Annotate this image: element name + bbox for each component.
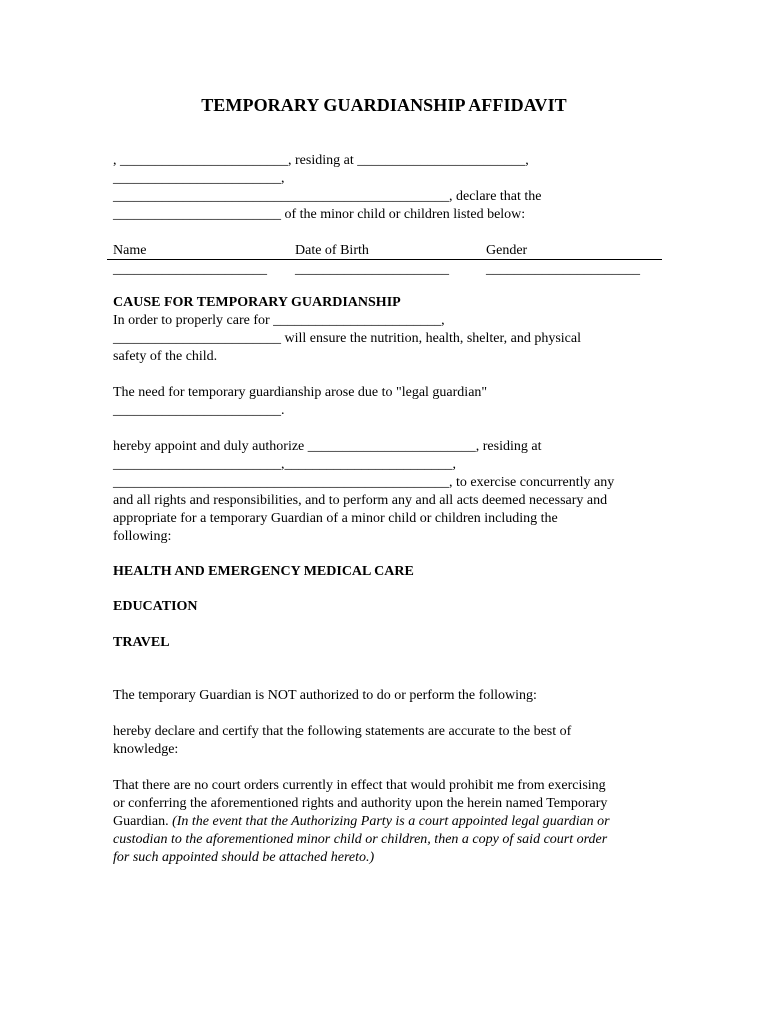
cause-section — [113, 294, 653, 366]
cause-line-2: ________________________ will ensure the nutrition, health, shelter, and physical — [113, 331, 581, 346]
intro-paragraph — [113, 152, 653, 224]
intro-line-3: ________________________________________________, declare that the — [113, 189, 542, 204]
section-health — [113, 563, 653, 581]
appoint-line-3: ________________________________________________, to exercise concurrently any — [113, 475, 615, 490]
court-line-3-italic: (In the event that the Authorizing Party is a court appointed legal guardian or — [172, 814, 610, 829]
court-line-4: custodian to the aforementioned minor child or children, then a copy of said court order — [113, 832, 608, 847]
document-title: TEMPORARY GUARDIANSHIP AFFIDAVIT — [201, 95, 567, 115]
blank-date-of-birth: ______________________ — [295, 262, 449, 277]
cause-line-3: safety of the child. — [113, 349, 218, 364]
children-table-row — [113, 261, 673, 279]
section-education — [113, 598, 653, 616]
court-line-2: or conferring the aforementioned rights and authority upon the herein named Temporary — [113, 796, 608, 811]
court-line-3-plain: Guardian. — [113, 814, 173, 829]
intro-line-1: , ________________________, residing at ________________________, — [113, 153, 529, 168]
not-authorized-line: The temporary Guardian is NOT authorized to do or perform the following: — [113, 688, 537, 703]
appoint-line-1: hereby appoint and duly authorize ________________________, residing at — [113, 439, 542, 454]
blank-name: ______________________ — [113, 262, 267, 277]
travel-heading: TRAVEL — [113, 635, 170, 650]
cause-line-1: In order to properly care for ________________________, — [113, 313, 445, 328]
appoint-line-2: ________________________,________________________, — [113, 457, 456, 472]
court-line-5: for such appointed should be attached hereto.) — [113, 850, 375, 865]
intro-line-4: ________________________ of the minor child or children listed below: — [113, 207, 526, 222]
appoint-line-4: and all rights and responsibilities, and to perform any and all acts deemed necessary and — [113, 493, 608, 508]
header-name: Name — [113, 243, 147, 258]
children-table-header — [113, 242, 673, 260]
declare-line-2: knowledge: — [113, 742, 179, 757]
need-paragraph — [113, 384, 653, 420]
education-heading: EDUCATION — [113, 599, 198, 614]
cause-heading: CAUSE FOR TEMPORARY GUARDIANSHIP — [113, 295, 401, 310]
intro-line-2: ________________________, — [113, 171, 285, 186]
court-line-3 — [113, 813, 653, 831]
health-heading: HEALTH AND EMERGENCY MEDICAL CARE — [113, 564, 414, 579]
table-header-rule — [107, 259, 662, 260]
header-gender: Gender — [486, 243, 528, 258]
declare-line-1: hereby declare and certify that the following statements are accurate to the best of — [113, 724, 572, 739]
section-travel — [113, 634, 653, 652]
not-authorized-paragraph — [113, 687, 653, 705]
need-line-1: The need for temporary guardianship arose due to "legal guardian" — [113, 385, 488, 400]
declare-paragraph — [113, 723, 653, 759]
need-line-2: ________________________. — [113, 403, 285, 418]
court-line-1: That there are no court orders currently in effect that would prohibit me from exercising — [113, 778, 606, 793]
appoint-line-6: following: — [113, 529, 172, 544]
court-orders-paragraph — [113, 777, 653, 867]
appoint-line-5: appropriate for a temporary Guardian of a minor child or children including the — [113, 511, 558, 526]
appoint-paragraph — [113, 438, 653, 546]
header-date-of-birth: Date of Birth — [295, 243, 369, 258]
blank-gender: ______________________ — [486, 262, 640, 277]
